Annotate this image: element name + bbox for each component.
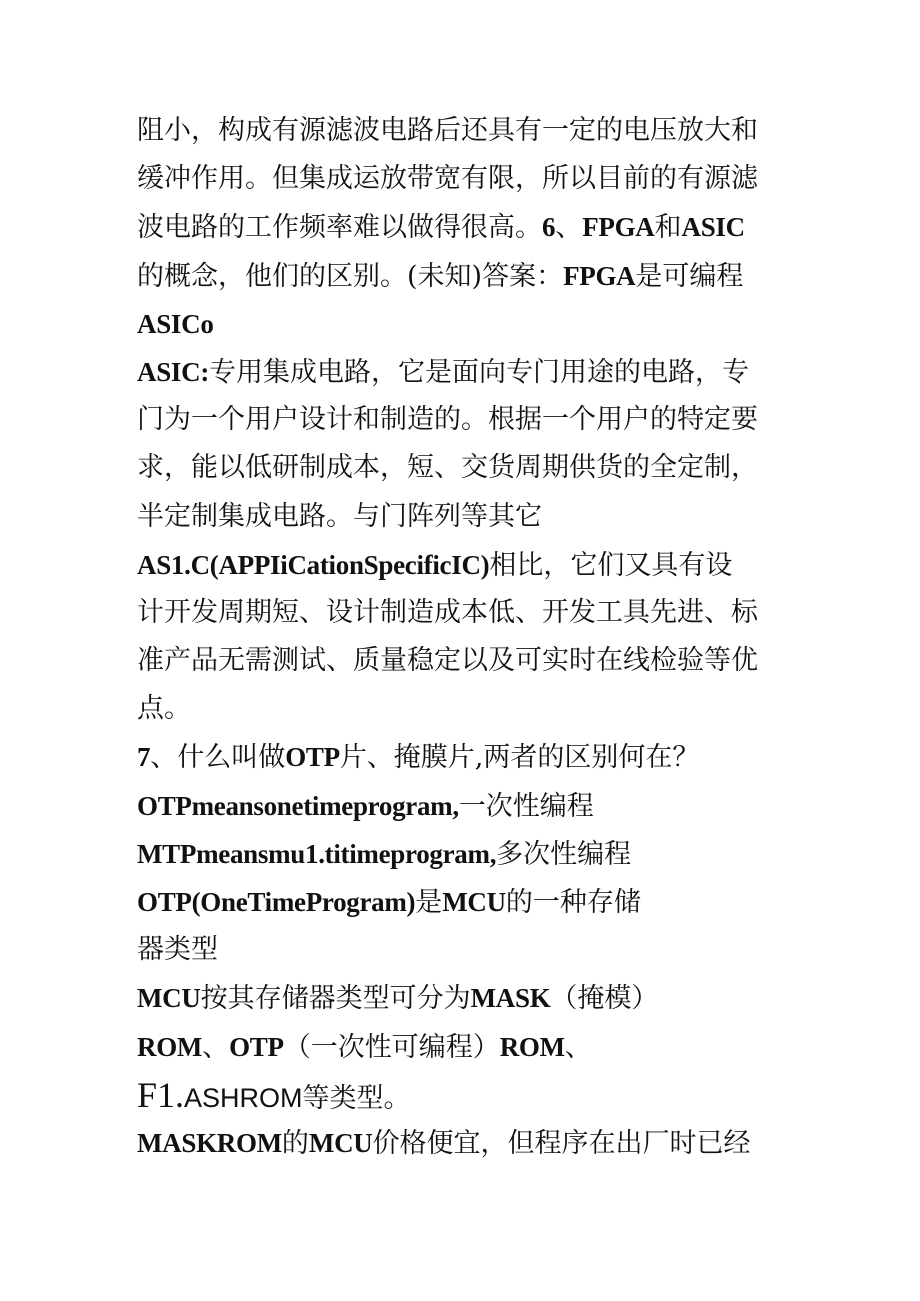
text-run: MCU xyxy=(308,1127,373,1158)
text-line xyxy=(137,926,797,974)
text-run: 器类型 xyxy=(137,934,218,966)
text-run: OTP(OneTimeProgram) xyxy=(137,887,416,917)
text-line xyxy=(137,1023,797,1071)
text-run: 缓冲作用。但集成运放带宽有限，所以目前的有源滤 xyxy=(137,163,758,195)
text-run: 6 xyxy=(542,212,556,243)
text-line xyxy=(137,878,797,926)
text-run: MASKROM xyxy=(137,1127,282,1158)
text-line xyxy=(137,637,797,685)
text-run: 是可编程 xyxy=(635,260,744,292)
text-line xyxy=(137,1119,797,1167)
text-run: 是 xyxy=(415,887,443,918)
text-line xyxy=(137,396,797,444)
text-run: 的概念，他们的区别。(未知)答案： xyxy=(137,260,564,292)
text-line xyxy=(137,541,797,589)
document-body xyxy=(137,107,797,1167)
text-run: MCU xyxy=(442,887,506,917)
text-line xyxy=(137,974,797,1022)
text-line xyxy=(137,589,797,637)
text-run: （掩模） xyxy=(550,983,659,1015)
text-line xyxy=(137,685,797,733)
text-run: 、 xyxy=(564,1031,592,1063)
text-line xyxy=(137,252,797,300)
text-run: 片、掩膜片,两者的区别何在？ xyxy=(339,742,700,774)
text-line xyxy=(137,782,797,830)
text-run: 准产品无需测试、质量稳定以及可实时在线检验等优 xyxy=(137,645,758,677)
text-run: 阻小，构成有源滤波电路后还具有一定的电压放大和 xyxy=(137,115,758,146)
text-run: ASIC: xyxy=(137,356,210,387)
text-run: 价格便宜，但程序在出厂时已经 xyxy=(372,1127,751,1159)
text-run: （一次性可编程） xyxy=(283,1031,500,1063)
text-line xyxy=(137,493,797,541)
text-run: 和 xyxy=(654,212,682,244)
text-run: 多次性编程 xyxy=(496,838,632,870)
text-run: ROM xyxy=(499,1031,565,1062)
text-run: 按其存储器类型可分为 xyxy=(200,983,471,1015)
text-run: ASIC xyxy=(681,212,745,243)
text-line xyxy=(137,155,797,203)
text-run: 波电路的工作频率难以做得很高。 xyxy=(137,212,542,244)
text-line xyxy=(137,830,797,878)
text-line xyxy=(137,733,797,781)
text-run: 、 xyxy=(202,1031,230,1063)
text-run: 求，能以低研制成本，短、交货周期供货的全定制， xyxy=(137,452,758,484)
text-run: 计开发周期短、设计制造成本低、开发工具先进、标 xyxy=(137,596,758,628)
text-run: 点。 xyxy=(137,693,191,725)
text-run: ASICo xyxy=(137,308,214,339)
text-run: 一次性编程 xyxy=(458,790,594,822)
text-line xyxy=(137,300,797,348)
text-line xyxy=(137,203,797,251)
text-run: 、什么叫做 xyxy=(150,742,286,774)
text-run: OTPmeansonetimeprogram, xyxy=(137,790,459,821)
text-run: OTP xyxy=(229,1031,284,1062)
text-run: AS1.C(APPIiCationSpecificIC) xyxy=(137,549,490,580)
text-run: OTP xyxy=(285,742,340,773)
text-run: 的 xyxy=(281,1127,309,1159)
text-line xyxy=(137,1071,797,1119)
text-line xyxy=(137,444,797,492)
text-run: MTPmeansmu1.titimeprogram, xyxy=(137,838,497,869)
text-run: 专用集成电路，它是面向专门用途的电路，专 xyxy=(209,356,750,388)
text-line xyxy=(137,348,797,396)
text-run: ROM xyxy=(137,1031,203,1062)
text-run: MCU xyxy=(137,983,201,1014)
text-run: 、 xyxy=(555,212,583,244)
text-run: MASK xyxy=(470,983,551,1014)
text-run: FPGA xyxy=(563,260,636,291)
text-run: 半定制集成电路。与门阵列等其它 xyxy=(137,500,542,532)
text-run: F1. xyxy=(137,1074,185,1115)
text-run: 门为一个用户设计和制造的。根据一个用户的特定要 xyxy=(137,404,758,436)
text-line xyxy=(137,107,797,155)
text-run: 相比，它们又具有设 xyxy=(489,549,733,581)
text-run: ASHROM xyxy=(184,1082,303,1113)
text-run: 7 xyxy=(137,742,151,773)
text-run: FPGA xyxy=(582,212,655,243)
text-run: 等类型。 xyxy=(302,1082,411,1114)
text-run: 的一种存储 xyxy=(505,887,641,918)
